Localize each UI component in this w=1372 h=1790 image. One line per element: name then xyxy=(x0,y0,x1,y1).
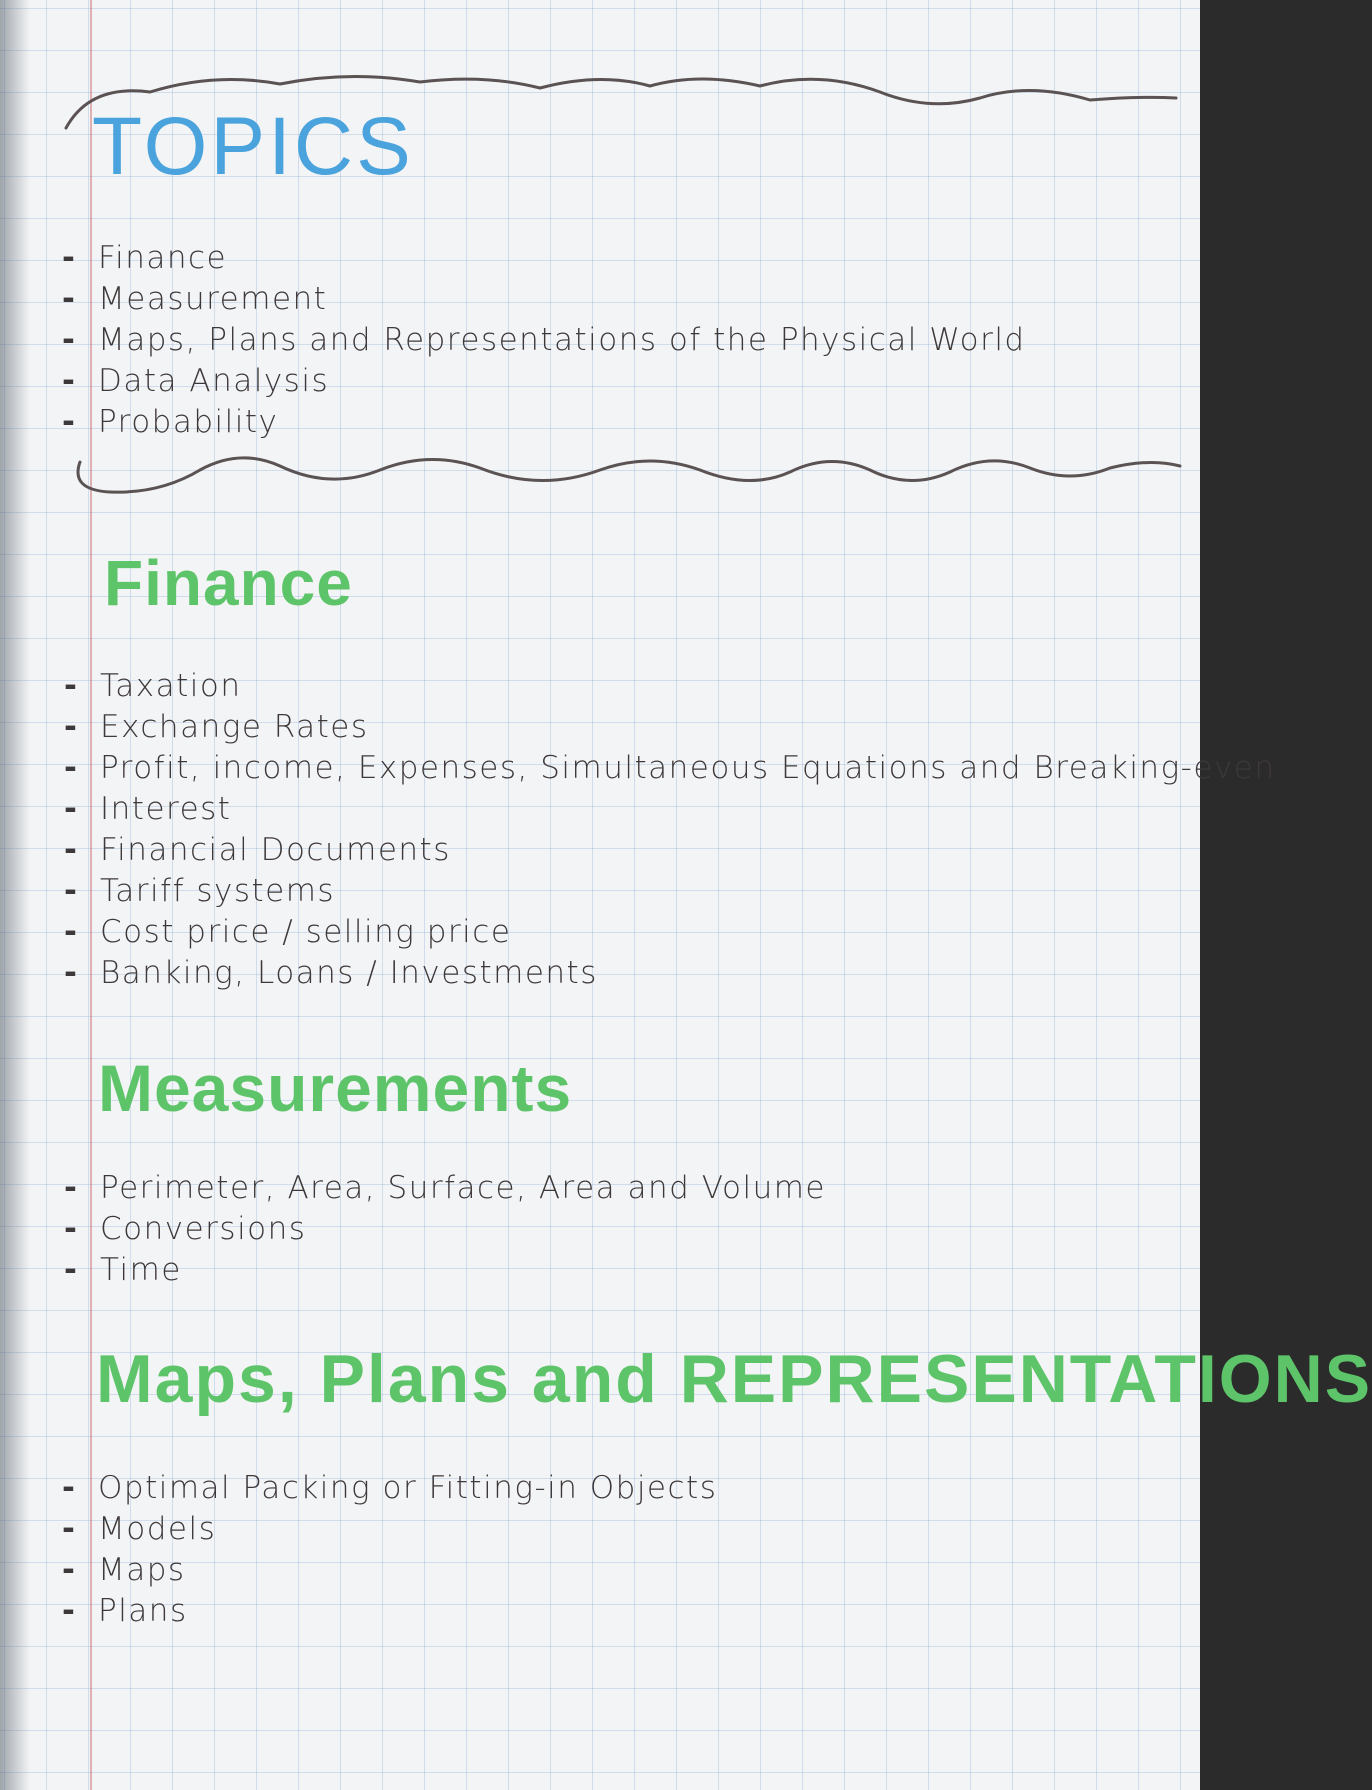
list-item: - Financial Documents xyxy=(100,830,1276,871)
list-item: - Maps, Plans and Representations of the Physical World xyxy=(98,320,1026,361)
list-item: - Conversions xyxy=(100,1209,826,1250)
topics-heading: TOPICS xyxy=(92,101,414,192)
list-item: - Interest xyxy=(100,789,1276,830)
list-item: - Cost price / selling price xyxy=(100,912,1276,953)
maps-list xyxy=(98,1468,717,1632)
list-item: - Optimal Packing or Fitting-in Objects xyxy=(98,1468,717,1509)
list-item: - Maps xyxy=(98,1550,717,1591)
list-item: - Banking, Loans / Investments xyxy=(100,953,1276,994)
list-item: - Measurement xyxy=(98,279,1026,320)
list-item: - Time xyxy=(100,1250,826,1291)
list-item: - Exchange Rates xyxy=(100,707,1276,748)
finance-list xyxy=(100,666,1276,994)
list-item: - Profit, income, Expenses, Simultaneous Equations and Breaking-even xyxy=(100,748,1276,789)
measurements-heading: Measurements xyxy=(98,1051,573,1125)
list-item: - Models xyxy=(98,1509,717,1550)
maps-heading: Maps, Plans and REPRESENTATIONS xyxy=(96,1341,1372,1417)
list-item: - Plans xyxy=(98,1591,717,1632)
finance-heading: Finance xyxy=(104,547,353,619)
list-item: - Finance xyxy=(98,238,1026,279)
topics-list xyxy=(98,238,1026,443)
list-item: - Tariff systems xyxy=(100,871,1276,912)
list-item: - Taxation xyxy=(100,666,1276,707)
list-item: - Probability xyxy=(98,402,1026,443)
measurements-list xyxy=(100,1168,826,1291)
list-item: - Data Analysis xyxy=(98,361,1026,402)
list-item: - Perimeter, Area, Surface, Area and Volume xyxy=(100,1168,826,1209)
